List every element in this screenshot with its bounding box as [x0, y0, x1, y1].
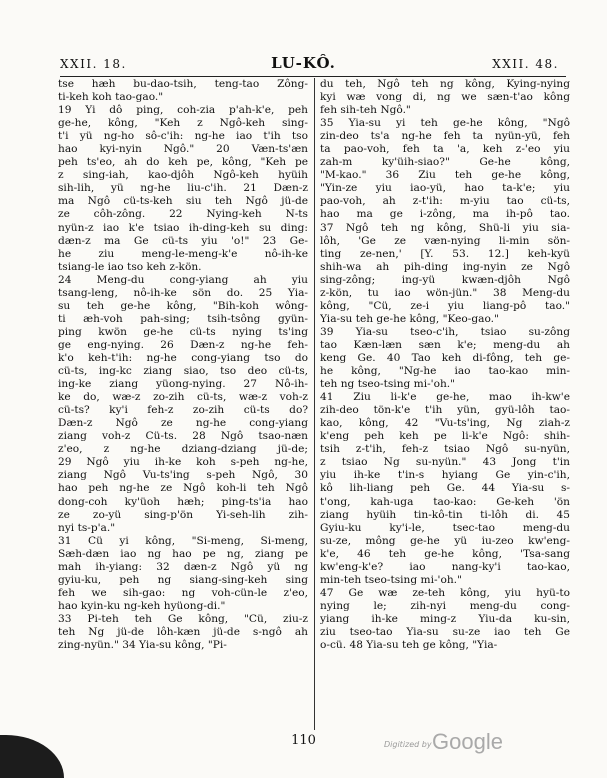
text-line: zing-nyün." 34 Yia-su kông, "Pi- — [58, 639, 227, 652]
text-line: hao peh ng-he ze Ngô koh-li teh Ngô — [58, 482, 308, 495]
text-line: 29 Ngô yiu ih-ke koh s-peh ng-he, — [58, 456, 308, 469]
text-line: nyün-z iao k'e tsiao ih-ding-keh su ding: — [58, 221, 308, 234]
text-line: dæn-z ma Ge cü-ts yiu 'o!" 23 Ge- — [58, 234, 308, 247]
text-line: feh sih-teh Ngô." — [320, 104, 411, 117]
text-line: ziang Ngô Vu-ts'ing s-peh Ngô, 30 — [58, 469, 308, 482]
text-line: 31 Cü yi kông, "Si-meng, Si-meng, — [58, 534, 308, 547]
text-line: "Yin-ze yiu iao-yü, hao ta-k'e; yiu — [320, 182, 570, 195]
text-line: ke do, wæ-z zo-zih cü-ts, wæ-z voh-z — [58, 391, 308, 404]
header-rule — [60, 76, 566, 77]
text-line: ze zo-yü sing-p'ön Yi-seh-lih zih- — [58, 508, 308, 521]
text-line: lôh, 'Ge ze væn-nying li-min sön- — [320, 234, 570, 247]
running-head-left-reference: XXII. 18. — [60, 57, 127, 71]
text-line: "M-kao." 36 Ziu teh ge-he kông, — [320, 169, 570, 182]
text-line: cü-ts, ing-kc ziang siao, tso deo cü-ts, — [58, 365, 308, 378]
text-line: ge-he, kông, "Keh z Ngô-keh sing- — [58, 117, 308, 130]
text-line: 41 Ziu li-k'e ge-he, mao ih-kw'e — [320, 391, 570, 404]
text-line: sing-zông; ing-yü kwæn-djôh Ngô — [320, 273, 570, 286]
text-line: Yia-su teh ge-he kông, "Keo-gao." — [320, 312, 499, 325]
text-line: tsiang-le iao tso keh z-kön. — [58, 260, 202, 273]
text-line: kô lih-liang peh Ge. 44 Yia-su s- — [320, 482, 570, 495]
text-line: tsang-leng, nô-ih-ke sön do. 25 Yia- — [58, 286, 308, 299]
text-line: gyiu-ku, peh ng siang-sing-keh sing — [58, 573, 308, 586]
text-line: kw'eng-k'e? iao nang-ky'i tao-kao, — [320, 560, 570, 573]
text-line: sih-lih, yü ng-he liu-c'ih. 21 Dæn-z — [58, 182, 308, 195]
text-line: shih-wa ah pih-ding ing-nyin ze Ngô — [320, 260, 570, 273]
right-text-column — [320, 78, 570, 652]
text-line: mah ih-yiang: 32 dæn-z Ngô yü ng — [58, 560, 308, 573]
text-line: he ziu meng-le-meng-k'e nô-ih-ke — [58, 247, 308, 260]
text-line: dong-coh ky'üoh hæh; ping-ts'ia hao — [58, 495, 308, 508]
text-line: o-cü. 48 Yia-su teh ge kông, "Yia- — [320, 639, 498, 652]
text-line: tse hæh bu-dao-tsih, teng-tao Zông- — [58, 78, 308, 90]
text-line: ing-ke ziang yüong-nying. 27 Nô-ih- — [58, 378, 308, 391]
text-line: hao kyin-ku ng-keh hyüong-di." — [58, 599, 226, 612]
text-line: z'eo, z ng-he dziang-dziang jü-de; — [58, 443, 308, 456]
text-line: 39 Yia-su tseo-c'ih, tsiao su-zông — [320, 325, 570, 338]
text-line: z sing-iah, kao-djôh Ngô-keh hyüih — [58, 169, 308, 182]
column-separator — [314, 78, 315, 730]
text-line: ge eng-nying. 26 Dæn-z ng-he feh- — [58, 338, 308, 351]
text-line: Gyiu-ku ky'i-le, tsec-tao meng-du — [320, 521, 570, 534]
text-line: k'o keh-t'ih: ng-he cong-yiang tso do — [58, 351, 308, 364]
text-line: tao Kæn-læn sæn k'e; meng-du ah — [320, 338, 570, 351]
text-line: 33 Pi-teh teh Ge kông, "Cü, ziu-z — [58, 612, 308, 625]
text-line: yiu ih-ke t'in-s hyiang Ge yin-c'ih, — [320, 469, 570, 482]
text-line: z tsiao Ng su-nyün." 43 Jong t'in — [320, 456, 570, 469]
text-line: kông, "Cü, ze-i yiu liang-pô tao." — [320, 299, 570, 312]
text-line: ma Ngô cü-ts-keh siu teh Ngô jü-de — [58, 195, 308, 208]
text-line: hao ma ge i-zông, ma ih-pô tao. — [320, 208, 570, 221]
text-line: k'e, 46 teh ge-he kông, 'Tsa-sang — [320, 547, 570, 560]
text-line: zah-m ky'üih-siao?" Ge-he kông, — [320, 156, 570, 169]
text-line: teh Ng jü-de lôh-kæn jü-de s-ngô ah — [58, 625, 308, 638]
text-line: Sæh-dæn iao ng hao pe ng, ziang pe — [58, 547, 308, 560]
text-line: 35 Yia-su yi teh ge-he kông, "Ngô — [320, 117, 570, 130]
text-line: t'ong, kah-uga tao-kao: Ge-keh 'ön — [320, 495, 570, 508]
digitized-by-label: Digitized by — [384, 740, 432, 749]
text-line: ziang voh-z Cü-ts. 28 Ngô tsao-næn — [58, 430, 308, 443]
text-line: pao-voh, ah z-t'ih: m-yiu tao cü-ts, — [320, 195, 570, 208]
text-line: zih-deo tön-k'e t'ih yün, gyü-lôh tao- — [320, 404, 570, 417]
text-line: cü-ts? ky'i feh-z zo-zih cü-ts do? — [58, 404, 308, 417]
text-line: k'eng peh keh pe li-k'e Ngô: shih- — [320, 430, 570, 443]
text-line: yiang ih-ke ming-z Yiu-da ku-sin, — [320, 612, 570, 625]
text-line: su-ze, mông ge-he yü iu-zeo kw'eng- — [320, 534, 570, 547]
text-line: Dæn-z Ngô ze ng-he cong-yiang — [58, 417, 308, 430]
page-number: 110 — [291, 733, 316, 748]
running-head-right-reference: XXII. 48. — [492, 57, 559, 71]
text-line: peh ts'eo, ah do keh pe, kông, "Keh pe — [58, 156, 308, 169]
text-line: tsih z-t'ih, feh-z tsiao Ngô su-nyün, — [320, 443, 570, 456]
text-line: ti-keh koh tao-gao." — [58, 91, 164, 104]
text-line: du teh, Ngô teh ng kông, Kying-nying — [320, 78, 570, 90]
text-line: ze côh-zông. 22 Nying-keh N-ts — [58, 208, 308, 221]
text-line: t'i yü ng-ho sô-c'ih: ng-he iao t'ih tso — [58, 130, 308, 143]
text-line: 19 Yi dô ping, coh-zia p'ah-k'e, peh — [58, 104, 308, 117]
text-line: 47 Ge wæ ze-teh kông, yiu hyü-to — [320, 586, 570, 599]
text-line: ziang hyüih tin-kô-tin ti-lôh di. 45 — [320, 508, 570, 521]
text-line: min-teh tseo-tsing mi-'oh." — [320, 573, 462, 586]
text-line: feh we sih-gao: ng voh-cün-le z'eo, — [58, 586, 308, 599]
text-line: ting ze-nen,' [Y. 53. 12.] keh-kyü — [320, 247, 570, 260]
text-line: 37 Ngô teh ng kông, Shü-li yiu sia- — [320, 221, 570, 234]
running-head — [0, 0, 607, 78]
text-line: 24 Meng-du cong-yiang ah yiu — [58, 273, 308, 286]
text-line: he kông, "Ng-he iao tao-kao min- — [320, 365, 570, 378]
text-line: ping kwön ge-he cü-ts nying ts'ing — [58, 325, 308, 338]
google-watermark-logo: Google — [432, 729, 503, 754]
text-line: keng Ge. 40 Tao keh di-fông, teh ge- — [320, 351, 570, 364]
text-line: ti æh-voh pah-sing; tsih-tsông gyün- — [58, 312, 308, 325]
text-line: ziu tseo-tao Yia-su su-ze iao teh Ge — [320, 625, 570, 638]
running-head-book-title: LU-KÔ. — [271, 54, 336, 72]
text-line: kyi wæ vong di, ng we sæn-t'ao kông — [320, 91, 570, 104]
text-line: su teh ge-he kông, "Bih-koh wông- — [58, 299, 308, 312]
text-line: zin-deo ts'a ng-he feh ta nyün-yü, feh — [320, 130, 570, 143]
text-line: ta pao-voh, feh ta 'a, keh z-'eo yiu — [320, 143, 570, 156]
text-line: kao, kông, 42 "Vu-ts'ing, Ng ziah-z — [320, 417, 570, 430]
text-line: teh ng tseo-tsing mi-'oh." — [320, 378, 456, 391]
text-line: z-kön, tu iao wön-jün." 38 Meng-du — [320, 286, 570, 299]
text-line: nying le; zih-nyi meng-du cong- — [320, 599, 570, 612]
text-line: hao kyi-nyin Ngô." 20 Væn-ts'æn — [58, 143, 308, 156]
left-text-column — [58, 78, 308, 652]
text-line: nyi ts-p'a." — [58, 521, 116, 534]
